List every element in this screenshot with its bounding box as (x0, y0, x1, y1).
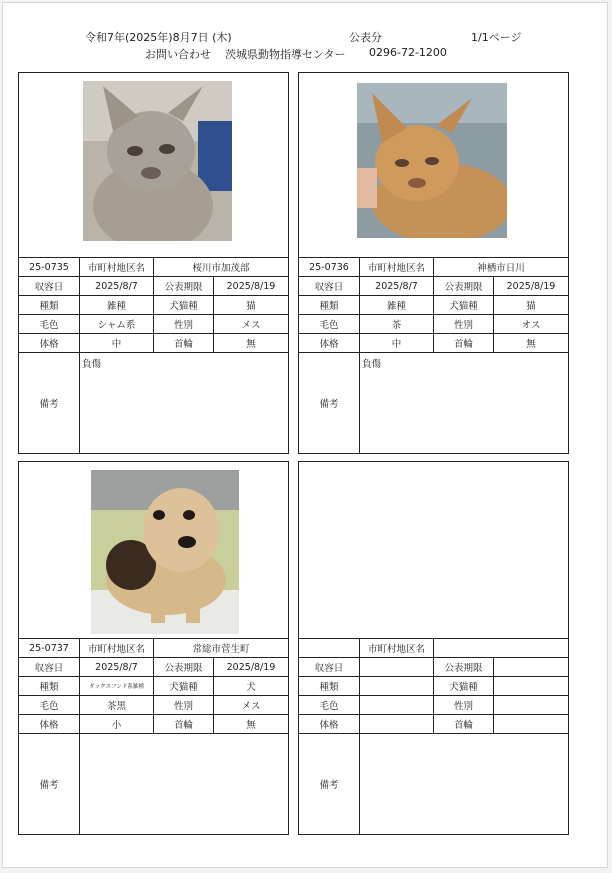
sex-value (493, 696, 568, 714)
publication-date: 令和7年(2025年)8月7日 (木) (85, 31, 232, 44)
kind-label: 種類 (319, 301, 339, 312)
collar-value (493, 715, 568, 733)
area-value (433, 639, 568, 657)
size-label: 体格 (319, 720, 339, 731)
sex-value: メス (213, 696, 288, 714)
size-value: 中 (359, 334, 433, 352)
sex-label: 性別 (433, 696, 493, 714)
deadline-value: 2025/8/19 (493, 277, 568, 295)
kind-value: 雑種 (79, 296, 153, 314)
collar-value: 無 (213, 334, 288, 352)
color-label: 毛色 (39, 701, 59, 712)
species-label: 犬猫種 (433, 677, 493, 695)
area-value: 桜川市加茂部 (153, 258, 288, 276)
collar-value: 無 (213, 715, 288, 733)
animal-photo-dog-dachshund (91, 470, 239, 634)
animal-card-4-empty (298, 461, 569, 835)
notes-value (79, 734, 288, 834)
animal-card-2 (298, 72, 569, 454)
size-value: 小 (79, 715, 153, 733)
center-name: 茨城県動物指導センター (225, 48, 346, 61)
intake-date-value: 2025/8/7 (79, 277, 153, 295)
notes-label: 備考 (39, 399, 59, 410)
color-value: シャム系 (79, 315, 153, 333)
size-label: 体格 (39, 339, 59, 350)
animal-id: 25-0735 (29, 261, 69, 273)
intake-date-label: 収容日 (34, 663, 64, 674)
notes-label: 備考 (319, 399, 339, 410)
collar-label: 首輪 (153, 715, 213, 733)
animal-info-table (299, 257, 568, 453)
species-value (493, 677, 568, 695)
deadline-label: 公表期限 (153, 277, 213, 295)
color-label: 毛色 (319, 701, 339, 712)
color-label: 毛色 (319, 320, 339, 331)
color-label: 毛色 (39, 320, 59, 331)
area-label: 市町村地区名 (79, 639, 153, 657)
size-label: 体格 (319, 339, 339, 350)
animal-card-3 (18, 461, 289, 835)
deadline-label: 公表期限 (153, 658, 213, 676)
animal-photo-cat-siamese (83, 81, 232, 241)
collar-label: 首輪 (433, 715, 493, 733)
publication-label: 公表分 (349, 31, 382, 44)
color-value: 茶黒 (79, 696, 153, 714)
animal-card-1 (18, 72, 289, 454)
area-label: 市町村地区名 (79, 258, 153, 276)
kind-value: ダックスフンド系雑種 (79, 677, 153, 695)
area-label: 市町村地区名 (359, 258, 433, 276)
intake-date-value: 2025/8/7 (359, 277, 433, 295)
animal-id: 25-0737 (29, 642, 69, 654)
deadline-value (493, 658, 568, 676)
notes-value: 負傷 (79, 353, 288, 453)
contact-label: お問い合わせ (145, 48, 211, 61)
sex-label: 性別 (433, 315, 493, 333)
species-value: 猫 (493, 296, 568, 314)
size-label: 体格 (39, 720, 59, 731)
color-value (359, 696, 433, 714)
intake-date-label: 収容日 (34, 282, 64, 293)
phone-number: 0296-72-1200 (369, 46, 447, 59)
size-value: 中 (79, 334, 153, 352)
sex-value: メス (213, 315, 288, 333)
area-value: 常総市菅生町 (153, 639, 288, 657)
size-value (359, 715, 433, 733)
document-page (2, 2, 608, 868)
kind-label: 種類 (319, 682, 339, 693)
animal-info-table (19, 638, 288, 834)
intake-date-value: 2025/8/7 (79, 658, 153, 676)
collar-label: 首輪 (433, 334, 493, 352)
area-value: 神栖市日川 (433, 258, 568, 276)
species-value: 猫 (213, 296, 288, 314)
page-indicator: 1/1ページ (471, 31, 522, 44)
intake-date-label: 収容日 (314, 663, 344, 674)
species-label: 犬猫種 (433, 296, 493, 314)
collar-label: 首輪 (153, 334, 213, 352)
kind-value: 雑種 (359, 296, 433, 314)
deadline-label: 公表期限 (433, 277, 493, 295)
animal-info-table (299, 638, 568, 834)
kind-label: 種類 (39, 301, 59, 312)
animal-id: 25-0736 (309, 261, 349, 273)
species-label: 犬猫種 (153, 296, 213, 314)
kind-value (359, 677, 433, 695)
sex-value: オス (493, 315, 568, 333)
animal-id (299, 639, 359, 657)
notes-value (359, 734, 568, 834)
area-label: 市町村地区名 (359, 639, 433, 657)
collar-value: 無 (493, 334, 568, 352)
sex-label: 性別 (153, 315, 213, 333)
deadline-label: 公表期限 (433, 658, 493, 676)
sex-label: 性別 (153, 696, 213, 714)
animal-info-table (19, 257, 288, 453)
color-value: 茶 (359, 315, 433, 333)
notes-label: 備考 (319, 780, 339, 791)
kind-label: 種類 (39, 682, 59, 693)
notes-value: 負傷 (359, 353, 568, 453)
species-value: 犬 (213, 677, 288, 695)
intake-date-value (359, 658, 433, 676)
animal-photo-cat-orange (357, 83, 507, 238)
intake-date-label: 収容日 (314, 282, 344, 293)
species-label: 犬猫種 (153, 677, 213, 695)
deadline-value: 2025/8/19 (213, 658, 288, 676)
notes-label: 備考 (39, 780, 59, 791)
deadline-value: 2025/8/19 (213, 277, 288, 295)
